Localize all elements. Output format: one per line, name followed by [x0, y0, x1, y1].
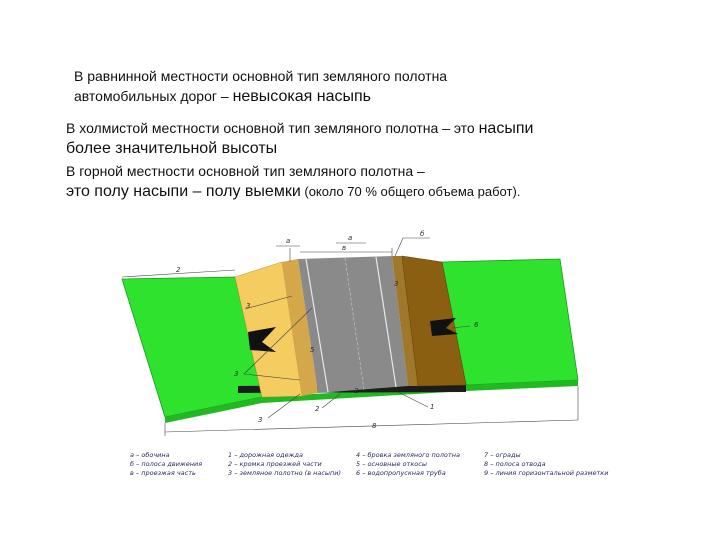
- legend-item: 6 – водопропускная труба: [356, 469, 446, 477]
- label-bottom-edge: 2: [315, 405, 320, 413]
- paragraph-mountain-note: (около 70 % общего объема работ).: [300, 184, 521, 199]
- label-left-width: 2: [176, 266, 181, 274]
- legend-item: 5 – основные откосы: [356, 460, 427, 468]
- paragraph-hilly-line1-start: В холмистой местности основной тип земляного полотна – это: [66, 120, 479, 136]
- label-culvert: 6: [474, 321, 479, 329]
- legend-item: 1 – дорожная одежда: [228, 451, 303, 459]
- legend-item: 2 – кромка проезжей части: [228, 460, 322, 468]
- legend-column-3: [356, 451, 460, 478]
- label-lane-a: a: [348, 234, 353, 242]
- legend-item: 7 – ограды: [484, 451, 521, 459]
- legend-item: 4 – бровка земляного полотна: [356, 451, 460, 459]
- legend-column-2: [228, 451, 341, 478]
- legend-column-4: [484, 451, 608, 478]
- paragraph-plain-highlight: невысокая насыпь: [232, 88, 371, 105]
- label-road-surface: 5: [310, 346, 315, 354]
- paragraph-plain-line1: В равнинной местности основной тип земляного полотна: [74, 68, 448, 84]
- label-left-embankment: 3: [234, 370, 239, 378]
- label-shoulder-a: a: [286, 237, 291, 245]
- paragraph-hilly-line2: более значительной высоты: [66, 140, 278, 157]
- legend-column-1: [130, 451, 202, 478]
- label-edge: б: [420, 230, 425, 238]
- paragraph-mountain-highlight: это полу насыпи – полу выемки: [66, 183, 301, 200]
- legend-item: 9 – линия горизонтальной разметки: [484, 469, 609, 477]
- label-carriageway: в: [342, 244, 347, 252]
- legend-item: а – обочина: [130, 451, 170, 459]
- legend-item: 3 – земляное полотно (в насыпи): [228, 469, 342, 477]
- label-bottom-edge-2: 2: [354, 387, 359, 395]
- paragraph-plain-line2-start: автомобильных дорог –: [74, 88, 233, 104]
- label-left-slope: 3: [246, 302, 251, 310]
- label-bottom-embankment: 3: [258, 416, 263, 424]
- legend-item: в – проезжая часть: [130, 469, 196, 477]
- label-bottom-pavement: 1: [430, 403, 435, 411]
- label-right-of-way: 8: [372, 422, 377, 430]
- paragraph-hilly-highlight: насыпи: [478, 120, 534, 137]
- paragraph-mountain-line1: В горной местности основной тип земляного полотна –: [66, 163, 425, 179]
- legend-item: б – полоса движения: [130, 460, 203, 468]
- legend-item: 8 – полоса отвода: [484, 460, 546, 468]
- label-right-slope: 3: [394, 280, 399, 288]
